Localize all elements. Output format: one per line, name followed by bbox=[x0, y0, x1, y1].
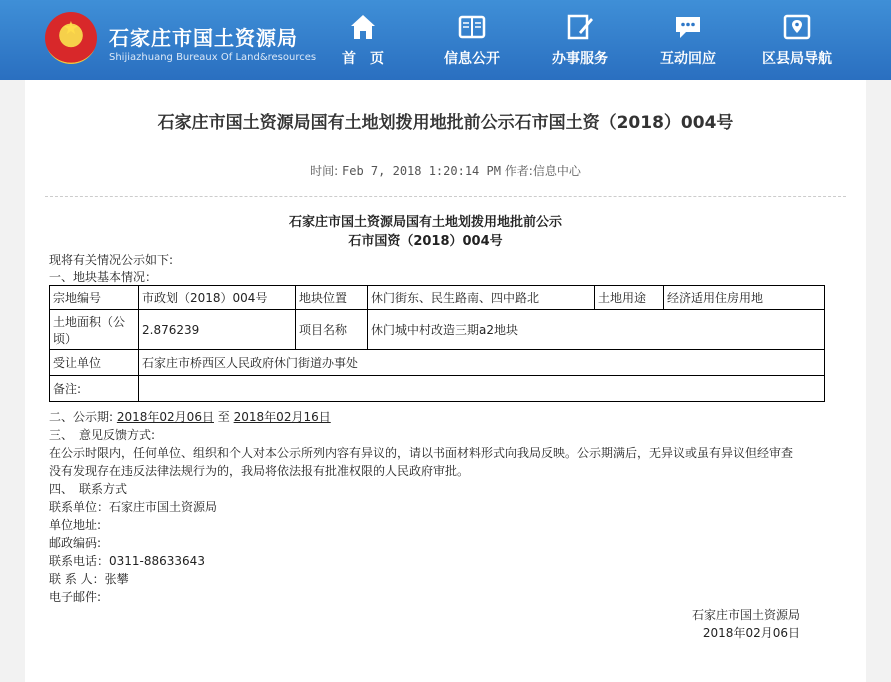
feedback-text-1: 在公示时限内，任何单位、组织和个人对本公示所列内容有异议的，请以书面材料形式向我局反映。公示期满后，无异议或虽有异议但经审查 bbox=[49, 446, 794, 460]
nav-home[interactable] bbox=[313, 0, 413, 80]
table-row bbox=[50, 310, 825, 350]
meta-time-label: 时间: bbox=[310, 164, 339, 178]
table-row bbox=[50, 376, 825, 402]
section-3-heading: 三、 意见反馈方式: bbox=[49, 428, 156, 442]
table-cell: 休门街东、民生路南、四中路北 bbox=[368, 286, 595, 310]
article-container bbox=[25, 80, 866, 682]
nav-info-public[interactable] bbox=[422, 0, 522, 80]
doc-intro: 现将有关情况公示如下: bbox=[49, 253, 174, 267]
contact-person: 联 系 人：张攀 bbox=[49, 572, 129, 586]
table-cell: 土地面积（公顷） bbox=[50, 310, 139, 350]
home-icon bbox=[348, 12, 378, 42]
signature: 石家庄市国土资源局 bbox=[691, 608, 800, 622]
pen-icon bbox=[565, 12, 595, 42]
meta-time: Feb 7, 2018 1:20:14 PM bbox=[342, 164, 501, 178]
map-pin-icon bbox=[782, 12, 812, 42]
table-row bbox=[50, 350, 825, 376]
table-cell bbox=[139, 376, 825, 402]
contact-unit: 联系单位：石家庄市国土资源局 bbox=[49, 500, 218, 514]
page-title: 石家庄市国土资源局国有土地划拨用地批前公示石市国土资（2018）004号 bbox=[157, 113, 734, 133]
period-to: 至 bbox=[217, 410, 230, 424]
section-1-heading: 一、地块基本情况： bbox=[49, 270, 158, 284]
nav-district[interactable] bbox=[747, 0, 847, 80]
land-info-table bbox=[49, 285, 825, 402]
site-subtitle: Shijiazhuang Bureaux Of Land&resources bbox=[109, 52, 317, 63]
period-label: 二、公示期: bbox=[49, 410, 114, 424]
section-2-period bbox=[49, 408, 331, 425]
article-meta bbox=[25, 162, 866, 179]
table-cell: 地块位置 bbox=[296, 286, 368, 310]
site-title: 石家庄市国土资源局 bbox=[109, 26, 298, 50]
nav-label-interaction: 互动回应 bbox=[660, 51, 716, 67]
table-cell: 2.876239 bbox=[139, 310, 296, 350]
table-cell: 宗地编号 bbox=[50, 286, 139, 310]
table-cell: 休门城中村改造三期a2地块 bbox=[368, 310, 825, 350]
table-cell: 受让单位 bbox=[50, 350, 139, 376]
nav-label-services: 办事服务 bbox=[552, 51, 608, 67]
section-4-heading: 四、 联系方式 bbox=[49, 482, 128, 496]
contact-phone: 联系电话：0311-88633643 bbox=[49, 554, 205, 568]
nav-label-info: 信息公开 bbox=[444, 51, 500, 67]
feedback-text-2: 没有发现存在违反法律法规行为的，我局将依法报有批准权限的人民政府审批。 bbox=[49, 464, 470, 478]
nav-label-district: 区县局导航 bbox=[762, 51, 832, 67]
book-icon bbox=[457, 12, 487, 42]
site-header bbox=[0, 0, 891, 80]
contact-email: 电子邮件: bbox=[49, 590, 102, 604]
period-end: 2018年02月16日 bbox=[233, 410, 331, 424]
table-cell: 市政划（2018）004号 bbox=[139, 286, 296, 310]
emblem-star-icon: ★ bbox=[62, 18, 80, 39]
doc-number: 石市国资（2018）004号 bbox=[348, 234, 503, 249]
table-row bbox=[50, 286, 825, 310]
table-cell: 项目名称 bbox=[296, 310, 368, 350]
table-cell: 石家庄市桥西区人民政府休门街道办事处 bbox=[139, 350, 825, 376]
contact-postcode: 邮政编码: bbox=[49, 536, 102, 550]
nav-interaction[interactable] bbox=[638, 0, 738, 80]
meta-author-label: 作者: bbox=[504, 164, 533, 178]
site-logo[interactable] bbox=[45, 10, 315, 70]
nav-services[interactable] bbox=[530, 0, 630, 80]
contact-address: 单位地址: bbox=[49, 518, 102, 532]
meta-author: 信息中心 bbox=[532, 164, 581, 178]
divider bbox=[45, 196, 846, 197]
nav-label-home: 首 页 bbox=[342, 51, 384, 67]
period-start: 2018年02月06日 bbox=[116, 410, 214, 424]
doc-title: 石家庄市国土资源局国有土地划拨用地批前公示 bbox=[288, 215, 562, 230]
table-cell: 土地用途 bbox=[595, 286, 664, 310]
chat-icon bbox=[673, 12, 703, 42]
table-cell: 经济适用住房用地 bbox=[664, 286, 825, 310]
sign-date: 2018年02月06日 bbox=[702, 626, 800, 640]
table-cell: 备注: bbox=[50, 376, 139, 402]
